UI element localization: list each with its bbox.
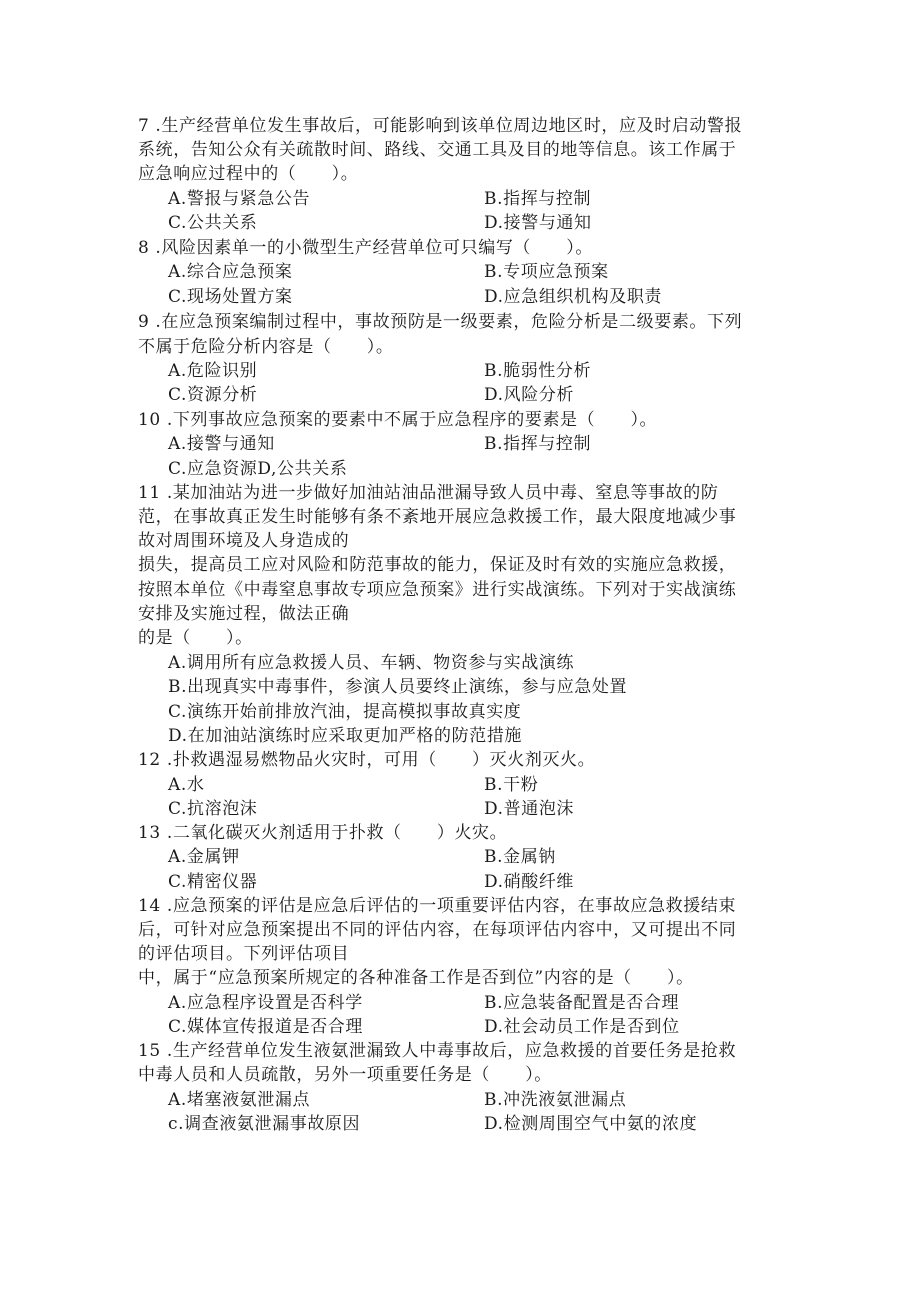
question-13-option-d: D.硝酸纤维 bbox=[484, 872, 575, 892]
question-12-option-b: B.干粉 bbox=[484, 775, 539, 795]
question-14-stem-line-2: 后，可针对应急预案提出不同的评估内容，在每项评估内容中，又可提出不同 bbox=[138, 920, 737, 940]
question-10-option-c: C.应急资源D,公共关系 bbox=[168, 459, 348, 479]
question-11-option-c: C.演练开始前排放汽油，提高模拟事故真实度 bbox=[168, 702, 522, 722]
question-12-stem-line-1: 12 .扑救遇湿易燃物品火灾时，可用（ ）灭火剂灭火。 bbox=[138, 750, 596, 770]
question-9-stem-line-1: 9 .在应急预案编制过程中，事故预防是一级要素，危险分析是二级要素。下列 bbox=[138, 312, 743, 332]
question-15-option-a: A.堵塞液氨泄漏点 bbox=[168, 1090, 311, 1110]
question-8-option-b: B.专项应急预案 bbox=[484, 262, 609, 282]
question-11-stem-line-5: 按照本单位《中毒窒息事故专项应急预案》进行实战演练。下列对于实战演练 bbox=[138, 580, 737, 600]
question-8-option-a: A.综合应急预案 bbox=[168, 262, 293, 282]
question-8-stem-line-1: 8 .风险因素单一的小微型生产经营单位可只编写（ ）。 bbox=[138, 238, 593, 258]
question-10-stem-line-1: 10 .下列事故应急预案的要素中不属于应急程序的要素是（ ）。 bbox=[138, 410, 658, 430]
question-11-stem-line-7: 的是（ ）。 bbox=[138, 628, 253, 648]
question-8-option-c: C.现场处置方案 bbox=[168, 287, 293, 307]
question-12-option-a: A.水 bbox=[168, 775, 205, 795]
question-11-option-d: D.在加油站演练时应采取更加严格的防范措施 bbox=[168, 726, 523, 746]
question-7-stem-line-3: 应急响应过程中的（ ）。 bbox=[138, 164, 359, 184]
question-15-option-b: B.冲洗液氨泄漏点 bbox=[484, 1090, 627, 1110]
question-7-option-d: D.接警与通知 bbox=[484, 213, 592, 233]
question-12-option-d: D.普通泡沫 bbox=[484, 799, 575, 819]
question-11-stem-line-1: 11 .某加油站为进一步做好加油站油品泄漏导致人员中毒、窒息等事故的防 bbox=[138, 483, 719, 503]
question-15-option-d: D.检测周围空气中氨的浓度 bbox=[484, 1114, 698, 1134]
question-11-stem-line-2: 范，在事故真正发生时能够有条不紊地开展应急救援工作，最大限度地减少事 bbox=[138, 507, 737, 527]
question-7-option-c: C.公共关系 bbox=[168, 213, 258, 233]
question-15-stem-line-2: 中毒人员和人员疏散，另外一项重要任务是（ ）。 bbox=[138, 1065, 552, 1085]
question-13-option-c: C.精密仪器 bbox=[168, 872, 258, 892]
question-15-option-c: c.调查液氨泄漏事故原因 bbox=[168, 1114, 361, 1134]
question-14-stem-line-3: 的评估项目。下列评估项目 bbox=[138, 944, 350, 964]
question-9-option-d: D.风险分析 bbox=[484, 385, 575, 405]
question-11-option-b: B.出现真实中毒事件，参演人员要终止演练，参与应急处置 bbox=[168, 677, 628, 697]
question-9-option-c: C.资源分析 bbox=[168, 385, 258, 405]
question-7-option-a: A.警报与紧急公告 bbox=[168, 189, 311, 209]
question-12-option-c: C.抗溶泡沫 bbox=[168, 799, 258, 819]
question-9-option-a: A.危险识别 bbox=[168, 361, 258, 381]
question-14-option-b: B.应急装备配置是否合理 bbox=[484, 993, 680, 1013]
question-11-option-a: A.调用所有应急救援人员、车辆、物资参与实战演练 bbox=[168, 653, 575, 673]
question-9-option-b: B.脆弱性分析 bbox=[484, 361, 592, 381]
question-11-stem-line-6: 安排及实施过程，做法正确 bbox=[138, 604, 350, 624]
question-7-stem-line-2: 系统，告知公众有关疏散时间、路线、交通工具及目的地等信息。该工作属于 bbox=[138, 140, 737, 160]
question-10-option-b: B.指挥与控制 bbox=[484, 434, 592, 454]
question-9-stem-line-2: 不属于危险分析内容是（ ）。 bbox=[138, 337, 394, 357]
question-15-stem-line-1: 15 .生产经营单位发生液氨泄漏致人中毒事故后，应急救援的首要任务是抢救 bbox=[138, 1041, 737, 1061]
question-13-stem-line-1: 13 .二氧化碳灭火剂适用于扑救（ ）火灾。 bbox=[138, 823, 508, 843]
question-14-stem-line-4: 中，属于“应急预案所规定的各种准备工作是否到位”内容的是（ ）。 bbox=[138, 968, 694, 988]
question-13-option-b: B.金属钠 bbox=[484, 847, 556, 867]
question-14-option-a: A.应急程序设置是否科学 bbox=[168, 993, 363, 1013]
question-11-stem-line-4: 损失，提高员工应对风险和防范事故的能力，保证及时有效的实施应急救援， bbox=[138, 555, 737, 575]
question-8-option-d: D.应急组织机构及职责 bbox=[484, 287, 663, 307]
question-14-option-d: D.社会动员工作是否到位 bbox=[484, 1017, 680, 1037]
question-13-option-a: A.金属钾 bbox=[168, 847, 240, 867]
question-7-option-b: B.指挥与控制 bbox=[484, 189, 592, 209]
question-11-stem-line-3: 故对周围环境及人身造成的 bbox=[138, 531, 350, 551]
question-7-stem-line-1: 7 .生产经营单位发生事故后，可能影响到该单位周边地区时，应及时启动警报 bbox=[138, 116, 743, 136]
question-14-option-c: C.媒体宣传报道是否合理 bbox=[168, 1017, 364, 1037]
question-10-option-a: A.接警与通知 bbox=[168, 434, 275, 454]
question-14-stem-line-1: 14 .应急预案的评估是应急后评估的一项重要评估内容，在事故应急救援结束 bbox=[138, 896, 737, 916]
